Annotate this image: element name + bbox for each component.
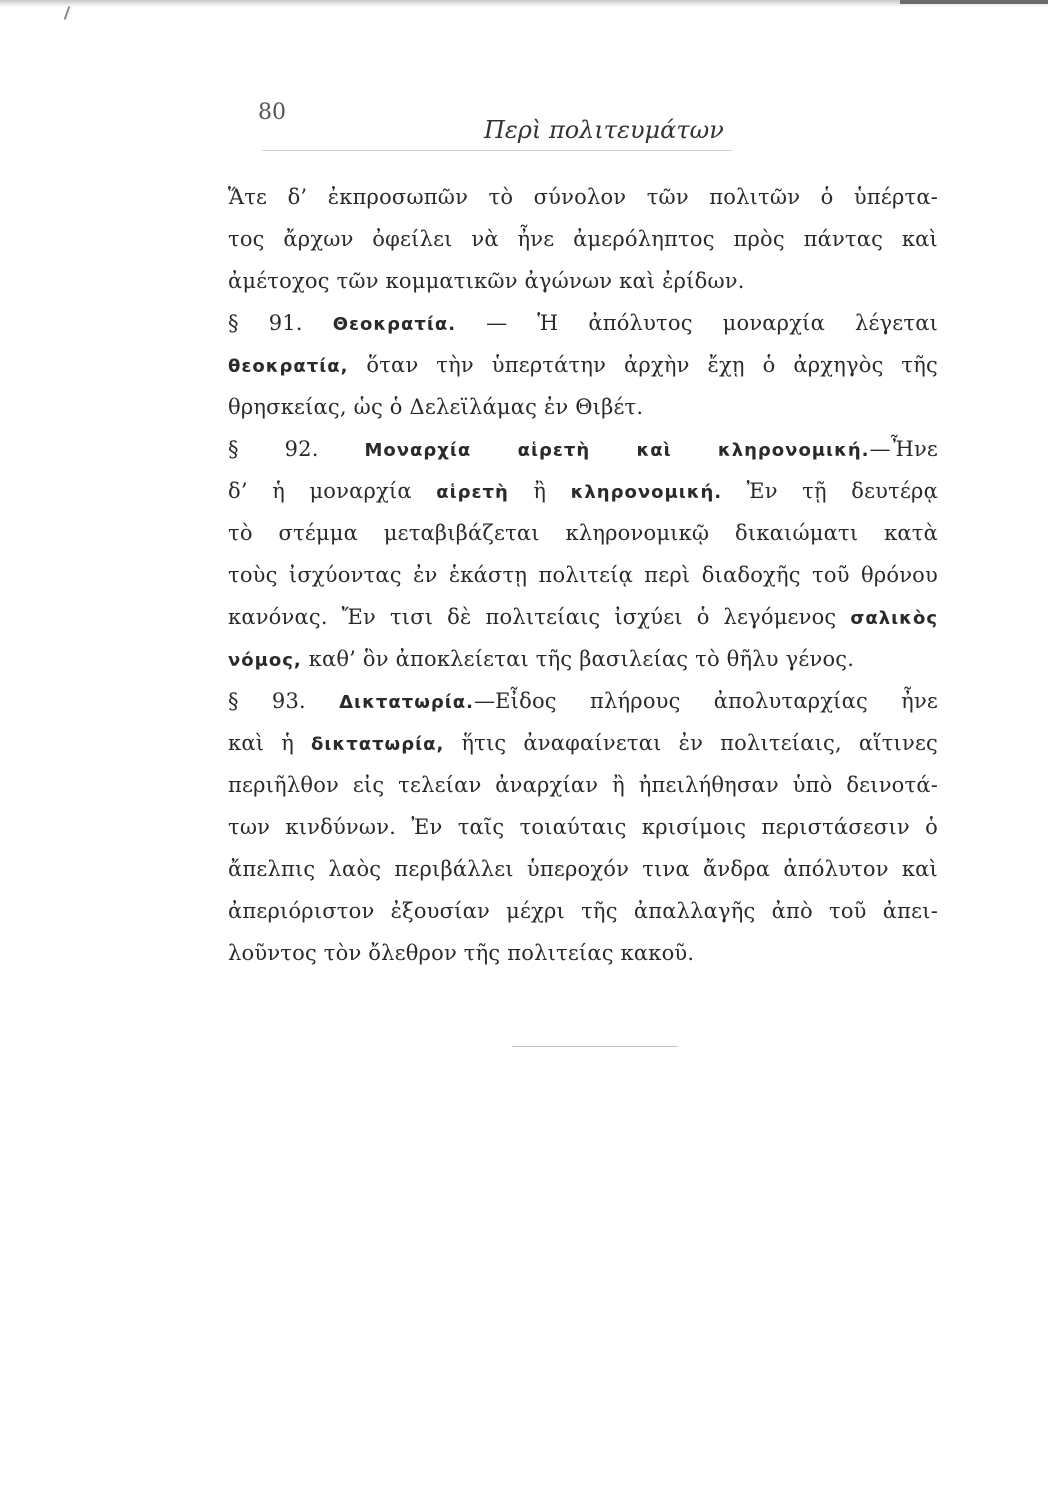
text-run: τος ἄρχων ὀφείλει νὰ ἦνε ἀμερόληπτος πρὸς πάντας καὶ xyxy=(228,227,938,251)
text-run: Ἐν τῇ δευτέρᾳ xyxy=(722,479,938,503)
text-run: κανόνας. Ἔν τισι δὲ πολιτείαις ἰσχύει ὁ λεγόμενος xyxy=(228,605,851,629)
text-run: — Ἡ ἀπόλυτος μοναρχία λέγεται xyxy=(456,311,939,335)
header-rule xyxy=(262,150,732,151)
bold-term: κληρονομική. xyxy=(570,482,723,503)
bold-term: σαλικὸς xyxy=(850,608,938,629)
text-line xyxy=(228,218,938,260)
bold-term: νόμος, xyxy=(228,650,302,671)
text-line xyxy=(228,428,938,470)
text-run: λοῦντος τὸν ὄλεθρον τῆς πολιτείας κακοῦ. xyxy=(228,941,695,965)
text-run: τὸ στέμμα μεταβιβάζεται κληρονομικῷ δικαιώματι κατὰ xyxy=(228,521,938,545)
text-line xyxy=(228,638,938,680)
text-run: των κινδύνων. Ἐν ταῖς τοιαύταις κρισίμοις περιστάσεσιν ὁ xyxy=(228,815,938,839)
bold-term: Μοναρχία αἱρετὴ καὶ κληρονομική. xyxy=(364,440,870,461)
text-run: Ἅτε δ’ ἐκπροσωπῶν τὸ σύνολον τῶν πολιτῶν ὁ ὑπέρτα- xyxy=(228,185,938,209)
text-line xyxy=(228,260,938,302)
pencil-mark xyxy=(64,6,71,20)
text-line xyxy=(228,302,938,344)
text-line xyxy=(228,764,938,806)
text-run: τοὺς ἰσχύοντας ἐν ἑκάστῃ πολιτείᾳ περὶ διαδοχῆς τοῦ θρόνου xyxy=(228,563,938,587)
text-run: —Ἦνε xyxy=(869,437,939,461)
text-line xyxy=(228,890,938,932)
bold-term: θεοκρατία, xyxy=(228,356,349,377)
text-line xyxy=(228,680,938,722)
bold-term: Δικτατωρία. xyxy=(339,692,474,713)
text-line xyxy=(228,176,938,218)
text-run: καὶ ἡ xyxy=(228,731,312,755)
text-run: ἥτις ἀναφαίνεται ἐν πολιτείαις, αἵτινες xyxy=(444,731,938,755)
text-run: περιῆλθον εἰς τελείαν ἀναρχίαν ἢ ἠπειλήθησαν ὑπὸ δεινοτά- xyxy=(228,773,938,797)
text-line xyxy=(228,554,938,596)
text-run: ὅταν τὴν ὑπερτάτην ἀρχὴν ἔχῃ ὁ ἀρχηγὸς τῆς xyxy=(348,353,938,377)
text-line xyxy=(228,344,938,386)
text-line xyxy=(228,932,938,974)
bold-term: Θεοκρατία. xyxy=(332,314,457,335)
bold-term: αἱρετὴ xyxy=(436,482,509,503)
text-line xyxy=(228,470,938,512)
scan-edge-top xyxy=(0,0,1048,8)
text-run: θρησκείας, ὡς ὁ Δελεϊλάμας ἐν Θιβέτ. xyxy=(228,395,644,419)
body-text xyxy=(228,176,938,974)
text-run: ἀπεριόριστον ἐξουσίαν μέχρι τῆς ἀπαλλαγῆς ἀπὸ τοῦ ἀπει- xyxy=(228,899,938,923)
bold-term: δικτατωρία, xyxy=(311,734,445,755)
text-run: καθ’ ὃν ἀποκλείεται τῆς βασιλείας τὸ θῆλυ γένος. xyxy=(301,647,855,671)
text-run: ἀμέτοχος τῶν κομματικῶν ἀγώνων καὶ ἐρίδων. xyxy=(228,269,745,293)
text-line xyxy=(228,806,938,848)
text-run: § 91. xyxy=(228,311,333,335)
text-run: § 92. xyxy=(228,437,365,461)
text-line xyxy=(228,386,938,428)
text-run: § 93. xyxy=(228,689,340,713)
page-number: 80 xyxy=(258,100,286,125)
text-run: δ’ ἡ μοναρχία xyxy=(228,479,437,503)
text-line xyxy=(228,512,938,554)
text-line xyxy=(228,596,938,638)
scan-edge-dark xyxy=(900,0,1048,4)
text-line xyxy=(228,722,938,764)
text-run: ἢ xyxy=(508,479,571,503)
text-line xyxy=(228,848,938,890)
running-title: Περὶ πολιτευμάτων xyxy=(484,116,724,144)
end-rule xyxy=(512,1046,678,1047)
text-run: ἄπελπις λαὸς περιβάλλει ὑπεροχόν τινα ἄνδρα ἀπόλυτον καὶ xyxy=(228,857,938,881)
text-run: —Εἶδος πλήρους ἀπολυταρχίας ἦνε xyxy=(473,689,938,713)
